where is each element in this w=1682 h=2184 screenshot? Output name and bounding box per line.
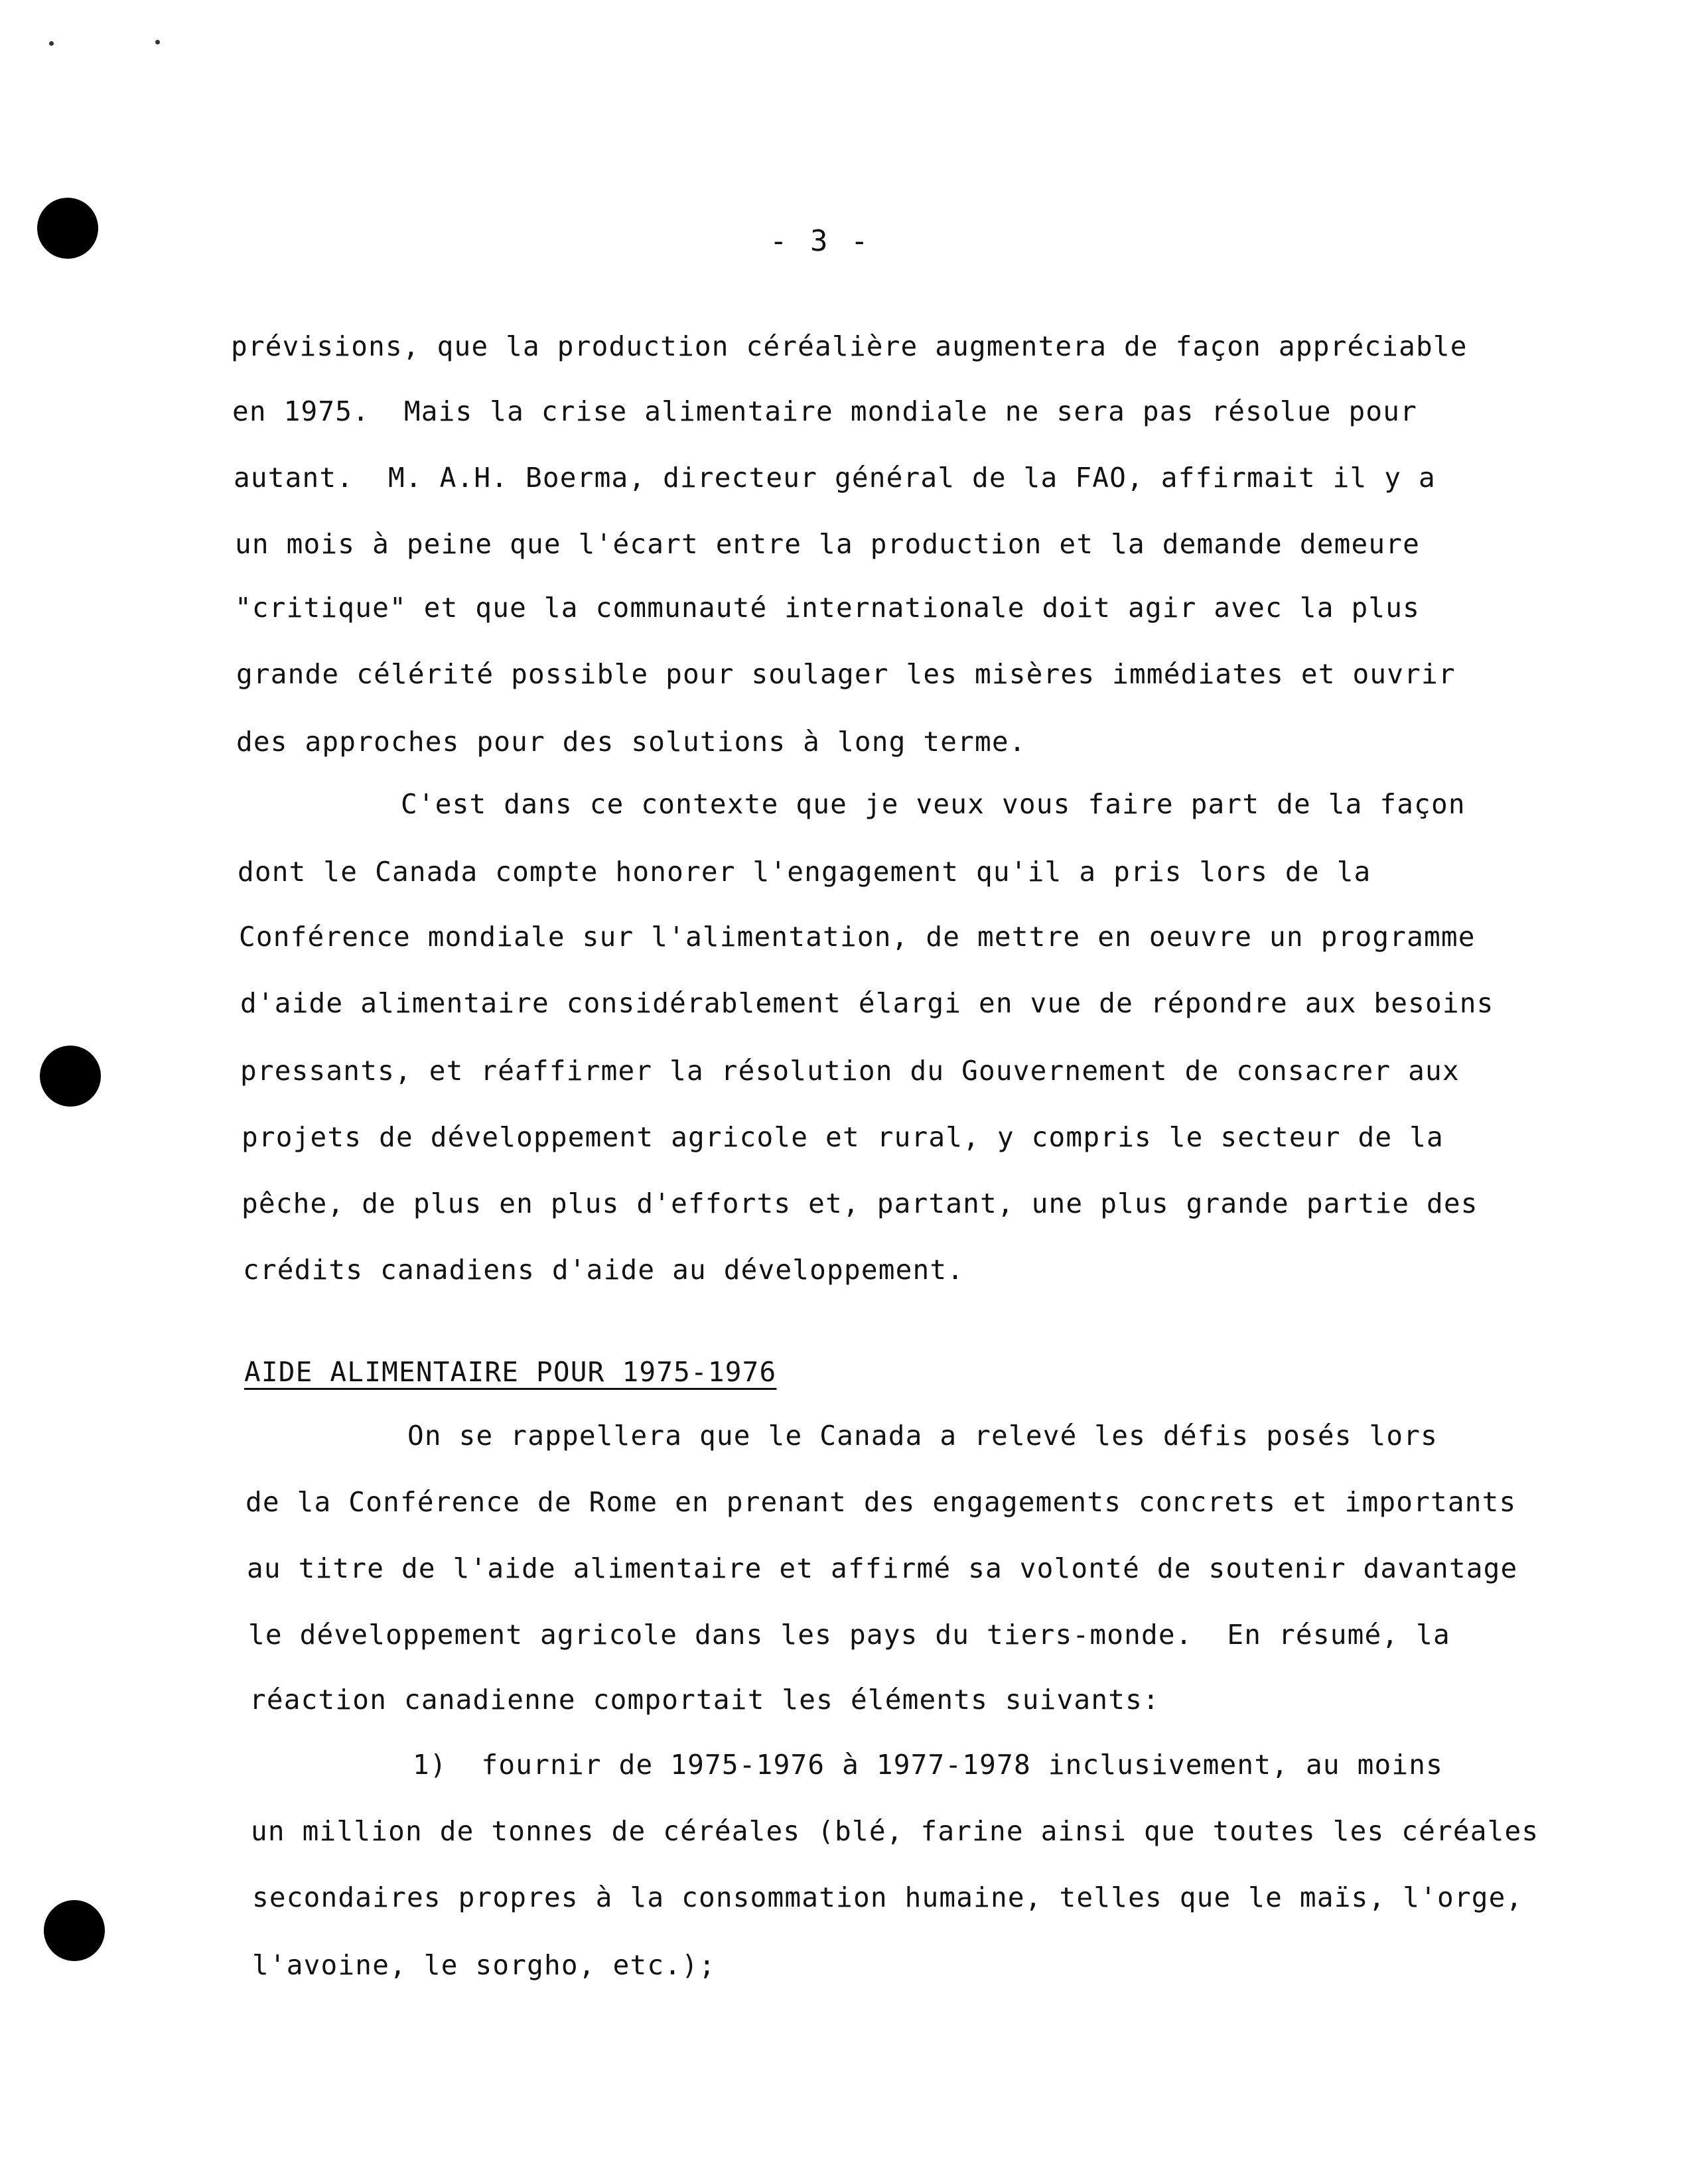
punch-hole-middle [40, 1046, 101, 1107]
body-line: au titre de l'aide alimentaire et affirmé sa volonté de soutenir davantage [247, 1552, 1518, 1584]
body-line: On se rappellera que le Canada a relevé les défis posés lors [407, 1420, 1438, 1452]
list-item-line: l'avoine, le sorgho, etc.); [252, 1949, 716, 1981]
body-line: prévisions, que la production céréalière augmentera de façon appréciable [231, 330, 1468, 362]
list-item-line: 1) fournir de 1975-1976 à 1977-1978 inclusivement, au moins [413, 1749, 1444, 1781]
body-line: C'est dans ce contexte que je veux vous faire part de la façon [401, 788, 1466, 820]
body-line: réaction canadienne comportait les éléments suivants: [249, 1684, 1160, 1716]
section-heading: AIDE ALIMENTAIRE POUR 1975-1976 [244, 1356, 777, 1388]
body-line: le développement agricole dans les pays du tiers-monde. En résumé, la [248, 1619, 1450, 1651]
scan-speck [155, 40, 160, 44]
body-line: autant. M. A.H. Boerma, directeur général de la FAO, affirmait il y a [234, 462, 1436, 494]
list-item-line: un million de tonnes de céréales (blé, farine ainsi que toutes les céréales [251, 1815, 1539, 1847]
punch-hole-bottom [44, 1900, 105, 1961]
page-number: - 3 - [770, 224, 871, 258]
punch-hole-top [37, 198, 98, 259]
body-line: projets de développement agricole et rural, y compris le secteur de la [242, 1121, 1444, 1153]
body-line: en 1975. Mais la crise alimentaire mondiale ne sera pas résolue pour [232, 395, 1418, 427]
body-line: "critique" et que la communauté internationale doit agir avec la plus [235, 592, 1421, 624]
scan-speck [49, 41, 54, 46]
body-line: d'aide alimentaire considérablement élargi en vue de répondre aux besoins [240, 987, 1494, 1019]
body-line: pêche, de plus en plus d'efforts et, partant, une plus grande partie des [242, 1188, 1478, 1219]
body-line: grande célérité possible pour soulager les misères immédiates et ouvrir [236, 658, 1456, 690]
body-line: dont le Canada compte honorer l'engagement qu'il a pris lors de la [238, 856, 1371, 888]
list-item-line: secondaires propres à la consommation humaine, telles que le maïs, l'orge, [252, 1881, 1523, 1913]
body-line: des approches pour des solutions à long terme. [236, 726, 1026, 758]
body-line: crédits canadiens d'aide au développement. [243, 1254, 965, 1286]
body-line: pressants, et réaffirmer la résolution du Gouvernement de consacrer aux [240, 1055, 1460, 1087]
body-line: un mois à peine que l'écart entre la production et la demande demeure [235, 528, 1421, 560]
body-line: de la Conférence de Rome en prenant des engagements concrets et importants [245, 1486, 1517, 1518]
body-line: Conférence mondiale sur l'alimentation, de mettre en oeuvre un programme [239, 921, 1476, 953]
